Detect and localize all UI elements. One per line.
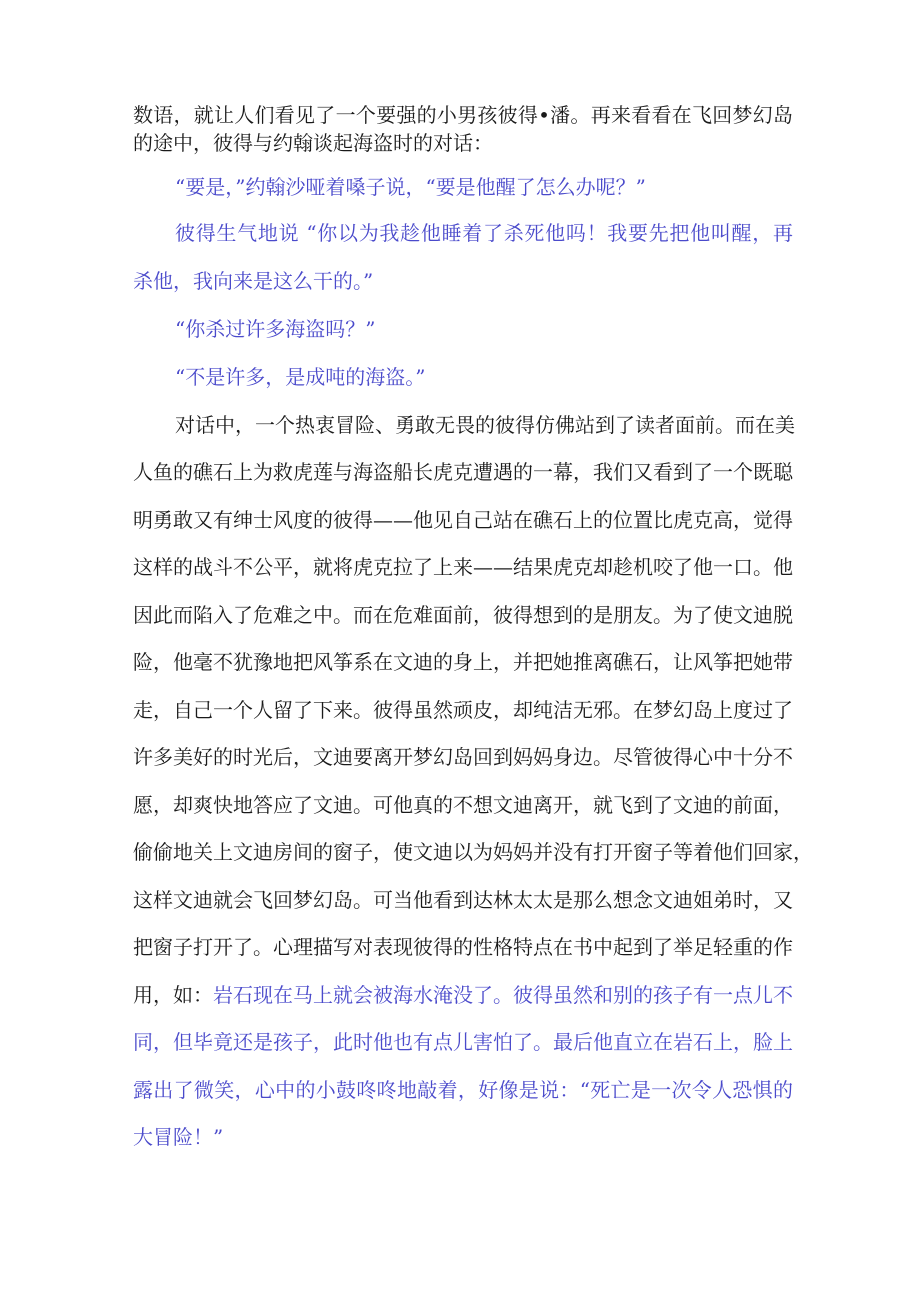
paragraph-line: 偷偷地关上文迪房间的窗子，使文迪以为妈妈并没有打开窗子等着他们回家， — [133, 840, 813, 864]
paragraph-line: 愿，却爽快地答应了文迪。可他真的不想文迪离开，就飞到了文迪的前面， — [133, 793, 793, 817]
quoted-passage-line: 同，但毕竟还是孩子，此时他也有点儿害怕了。最后他直立在岩石上，脸上 — [133, 1030, 793, 1054]
paragraph-line: 因此而陷入了危难之中。而在危难面前，彼得想到的是朋友。为了使文迪脱 — [133, 603, 793, 627]
paragraph-line-lead: 用，如： — [133, 983, 213, 1007]
paragraph-line: 把窗子打开了。心理描写对表现彼得的性格特点在书中起到了举足轻重的作 — [133, 935, 793, 959]
dialogue-line: “要是，”约翰沙哑着嗓子说，“要是他醒了怎么办呢？” — [175, 175, 646, 199]
paragraph-line — [133, 980, 793, 1010]
dialogue-line: 杀他，我向来是这么干的。” — [133, 269, 374, 293]
paragraph-line: 许多美好的时光后，文迪要离开梦幻岛回到妈妈身边。尽管彼得心中十分不 — [133, 745, 793, 769]
paragraph-line: 险，他毫不犹豫地把风筝系在文迪的身上，并把她推离礁石，让风筝把她带 — [133, 650, 793, 674]
paragraph-line: 明勇敢又有绅士风度的彼得——他见自己站在礁石上的位置比虎克高，觉得 — [133, 508, 793, 532]
paragraph-line: 走，自己一个人留了下来。彼得虽然顽皮，却纯洁无邪。在梦幻岛上度过了 — [133, 698, 793, 722]
paragraph-line: 人鱼的礁石上为救虎莲与海盗船长虎克遭遇的一幕，我们又看到了一个既聪 — [133, 460, 793, 484]
paragraph-line: 这样的战斗不公平，就将虎克拉了上来——结果虎克却趁机咬了他一口。他 — [133, 555, 793, 579]
paragraph-line: 的途中，彼得与约翰谈起海盗时的对话： — [133, 131, 493, 155]
dialogue-line: “你杀过许多海盗吗？” — [175, 317, 376, 341]
paragraph-line: 这样文迪就会飞回梦幻岛。可当他看到达林太太是那么想念文迪姐弟时，又 — [133, 888, 793, 912]
dialogue-line: “不是许多，是成吨的海盗。” — [175, 365, 426, 389]
paragraph-line: 数语，就让人们看见了一个要强的小男孩彼得•潘。再来看看在飞回梦幻岛 — [133, 103, 793, 127]
quoted-passage: 岩石现在马上就会被海水淹没了。彼得虽然和别的孩子有一点儿不 — [213, 983, 793, 1007]
paragraph-line: 对话中，一个热衷冒险、勇敢无畏的彼得仿佛站到了读者面前。而在美 — [175, 413, 795, 437]
dialogue-line: 彼得生气地说 “你以为我趁他睡着了杀死他吗！我要先把他叫醒，再 — [175, 221, 793, 245]
quoted-passage-line: 露出了微笑，心中的小鼓咚咚地敲着，好像是说：“死亡是一次令人恐惧的 — [133, 1078, 793, 1102]
quoted-passage-line: 大冒险！” — [133, 1125, 224, 1149]
